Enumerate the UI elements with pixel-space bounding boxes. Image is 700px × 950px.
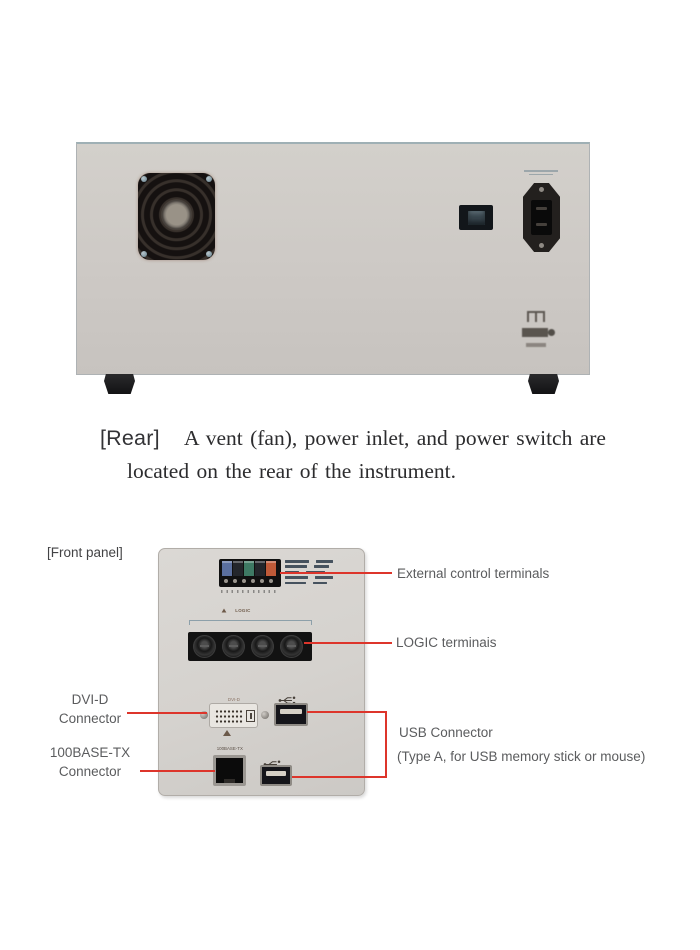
- rear-caption-tag: [Rear]: [100, 426, 160, 450]
- dvi-screw-icon: [261, 711, 269, 719]
- lan-port-label: 100BASE-TX: [216, 746, 244, 751]
- certification-mark: [514, 308, 558, 356]
- terminal-segment: [222, 561, 232, 576]
- usb-contact-bar: [266, 771, 286, 776]
- inlet-screw-icon: [539, 243, 544, 248]
- warning-icon: [222, 609, 227, 613]
- terminal-screw-icon: [269, 579, 273, 583]
- dvi-pin-grid: [214, 708, 243, 723]
- instrument-foot: [104, 374, 135, 394]
- terminal-segment: [244, 561, 254, 576]
- callout-label-usb: USB Connector: [399, 725, 493, 740]
- terminal-screw-icon: [233, 579, 237, 583]
- rear-caption-line2: located on the rear of the instrument.: [127, 459, 457, 483]
- terminal-segment: [266, 561, 276, 576]
- callout-line-lan: [140, 770, 215, 772]
- external-control-terminal-block: [219, 559, 281, 587]
- dvi-port-label: DVI-D: [228, 697, 240, 702]
- terminal-segment: [255, 561, 265, 576]
- fan-screw-icon: [141, 251, 147, 257]
- mini-din-connector: [222, 635, 245, 658]
- callout-line-usb-bottom: [292, 776, 387, 778]
- instrument-foot: [528, 374, 559, 394]
- inlet-screw-icon: [539, 187, 544, 192]
- logic-section-label: LOGIC: [209, 606, 269, 615]
- callout-line-external-terminals: [280, 572, 392, 574]
- warning-icon: [223, 730, 231, 736]
- front-panel-tag: [Front panel]: [47, 545, 123, 560]
- power-inlet-socket: [531, 200, 552, 235]
- mini-din-connector: [251, 635, 274, 658]
- callout-bracket-usb: [385, 711, 387, 778]
- dvi-blade: [246, 710, 255, 722]
- callout-label-lan: 100BASE-TX Connector: [49, 745, 131, 779]
- fan-vent-icon: [138, 173, 215, 260]
- rear-caption-line1: A vent (fan), power inlet, and power switch are: [184, 426, 606, 450]
- callout-label-usb-type: (Type A, for USB memory stick or mouse): [397, 749, 646, 764]
- logic-terminal-strip: [188, 632, 312, 661]
- terminal-screw-icon: [224, 579, 228, 583]
- usb-connector-top: [274, 703, 308, 726]
- power-switch: [459, 205, 493, 230]
- callout-line-logic-terminals: [304, 642, 392, 644]
- dvi-connector: [209, 703, 258, 728]
- mini-din-connector: [280, 635, 303, 658]
- front-panel-photo: [158, 548, 365, 796]
- terminal-screw-icon: [242, 579, 246, 583]
- terminal-segment: [233, 561, 243, 576]
- fan-screw-icon: [206, 251, 212, 257]
- terminal-screw-icon: [260, 579, 264, 583]
- callout-label-external-terminals: External control terminals: [397, 566, 550, 581]
- power-inlet: [523, 183, 560, 252]
- callout-label-logic-terminals: LOGIC terminais: [396, 635, 497, 650]
- callout-label-dvi: DVI-D Connector: [58, 692, 122, 726]
- inlet-rating-text: [518, 170, 564, 175]
- mini-din-connector: [193, 635, 216, 658]
- usb-contact-bar: [280, 709, 302, 714]
- callout-line-usb-top: [307, 711, 387, 713]
- rear-panel-photo: [76, 142, 590, 375]
- fan-screw-icon: [141, 176, 147, 182]
- terminal-pin-numbers: [221, 590, 279, 593]
- power-switch-rocker: [468, 211, 485, 225]
- fan-screw-icon: [206, 176, 212, 182]
- usb-connector-bottom: [260, 765, 292, 786]
- lan-connector: [213, 755, 246, 786]
- terminal-screw-icon: [251, 579, 255, 583]
